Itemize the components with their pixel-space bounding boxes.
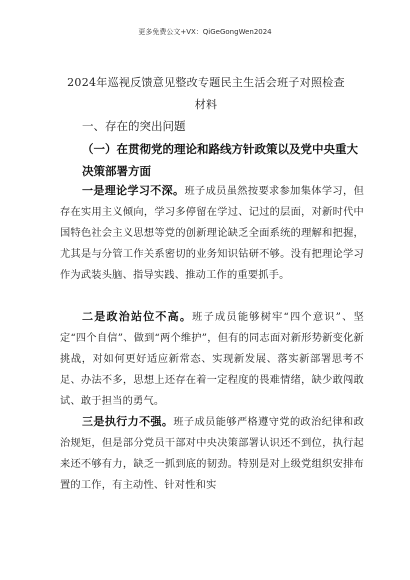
- section-heading: 一、存在的突出问题: [82, 119, 186, 133]
- subsection-heading: （一）在贯彻党的理论和路线方针政策以及党中央重大决策部署方面: [82, 142, 358, 178]
- header-note: 更多免费公文+VX：QiGeGongWen2024: [138, 28, 272, 36]
- paragraph-text: 班子成员能够树牢“四个意识”、坚定“四个自信”、做到“两个维护”，但有的同志面对新形势新变化新挑战，对如何更好适应新常态、实现新发展、落实新部署思考不足、办法不多，思想上还存在着一定程度的畏难情绪，缺少敢闯敢试、敢于担当的勇气。: [60, 312, 364, 407]
- paragraph: [60, 411, 364, 496]
- paragraph: [60, 306, 364, 412]
- paragraph-lead: 二是政治站位不高。: [82, 310, 193, 323]
- paragraph-lead: 一是理论学习不深。: [82, 184, 185, 197]
- paragraph: [60, 180, 364, 286]
- document-title: 2024年巡视反馈意见整改专题民主生活会班子对照检查材料: [67, 76, 345, 111]
- paragraph-text: 班子成员能够严格遵守党的政治纪律和政治规矩，但是部分党员干部对中央决策部署认识还不到位，执行起来还不够有力，缺乏一抓到底的韧劲。特别是对上级党组织安排布置的工作，有主动性、针对性和实: [60, 417, 365, 491]
- paragraph-text: 班子成员虽然按要求参加集体学习，但存在实用主义倾向，学习多停留在学过、记过的层面，对新时代中国特色社会主义思想等党的创新理论缺乏全面系统的理解和把握，尤其是与分管工作关系密切的业务知识钻研不够。没有把理论学习作为武装头脑、指导实践、推动工作的重要抓手。: [60, 186, 365, 281]
- paragraph-lead: 三是执行力不强。: [82, 415, 174, 428]
